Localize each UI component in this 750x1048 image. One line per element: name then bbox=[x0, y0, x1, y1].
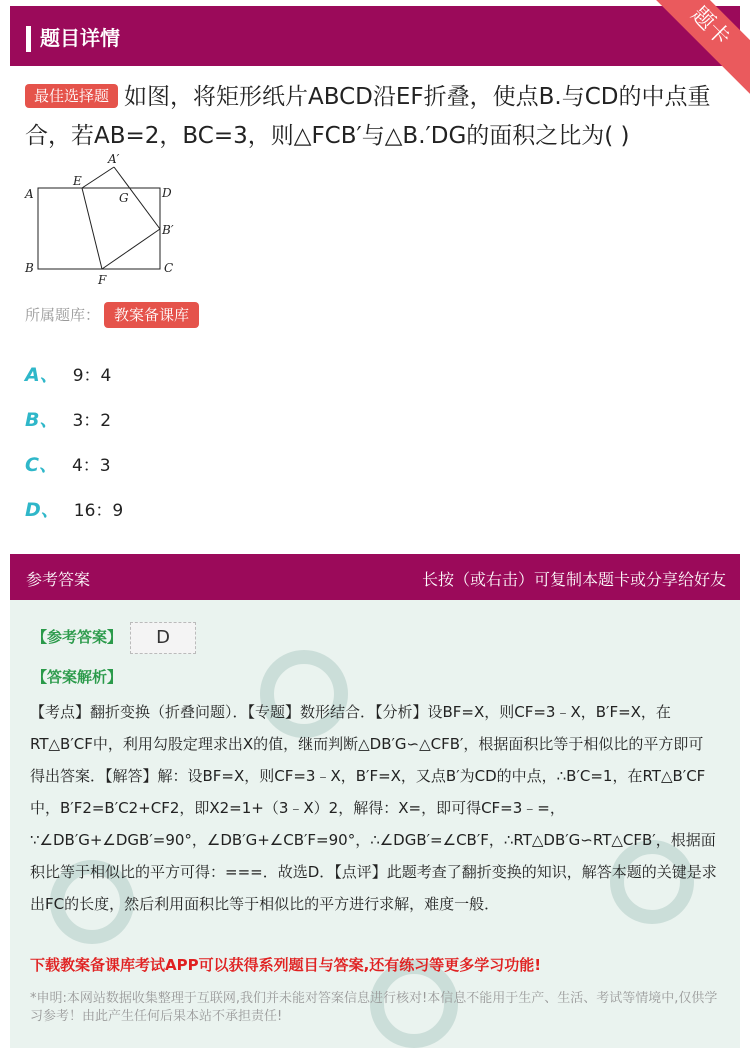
share-hint: 长按（或右击）可复制本题卡或分享给好友 bbox=[421, 570, 726, 589]
option-text: 9：4 bbox=[72, 366, 112, 386]
corner-ribbon: 题卡 bbox=[640, 0, 750, 97]
label-b: B bbox=[25, 261, 34, 275]
label-d: D bbox=[162, 186, 172, 200]
geometry-figure bbox=[18, 148, 188, 290]
option-letter: A、 bbox=[25, 364, 59, 386]
option-c[interactable] bbox=[25, 450, 111, 477]
analysis-label: 【答案解析】 bbox=[32, 668, 123, 686]
analysis-text: 【考点】翻折变换（折叠问题）．【专题】数形结合．【分析】设BF=X，则CF=3﹣X，B′F=X，在RT△B′CF中，利用勾股定理求出X的值，继而判断△DB′G∽△CFB′，根据面积比等于相似比的平方即可得出答案．【解答】解：设BF=X，则CF=3﹣X，B′F=X，又点B′为CD的中点，∴B′C=1，在RT△B′CF中，B′F2=B′C2+CF2，即X2=1+（3﹣X）2，解得：X=，即可得CF=3﹣=，∵∠DB′G+∠DGB′=90°，∠DB′G+∠CB′F=90°，∴∠DGB′=∠CB′F，∴RT△DB′G∽RT△CFB′，根据面积比等于相似比的平方可得：===．故选D．【点评】此题考查了翻折变换的知识，解答本题的关键是求出FC的长度，然后利用面积比等于相似比的平方进行求解，难度一般． bbox=[30, 703, 717, 913]
page-title: 题目详情 bbox=[40, 26, 120, 50]
answer-header bbox=[10, 554, 740, 600]
source-label: 所属题库： bbox=[25, 306, 101, 324]
option-a[interactable] bbox=[25, 360, 111, 387]
answer-header-title: 参考答案 bbox=[26, 570, 91, 589]
option-letter: B、 bbox=[25, 409, 59, 431]
answer-panel bbox=[10, 600, 740, 1048]
option-text: 3：2 bbox=[72, 411, 112, 431]
question-type-badge: 最佳选择题 bbox=[25, 84, 118, 108]
label-a: A bbox=[25, 187, 34, 201]
option-letter: D、 bbox=[25, 499, 60, 521]
option-text: 4：3 bbox=[71, 456, 111, 476]
label-g: G bbox=[119, 191, 129, 205]
segment-f-b-prime bbox=[102, 229, 160, 269]
label-c: C bbox=[164, 261, 174, 275]
label-a-prime: A′ bbox=[108, 152, 120, 166]
option-text: 16：9 bbox=[73, 501, 124, 521]
reference-answer-value: D bbox=[130, 622, 196, 654]
download-app-promo[interactable]: 下载教案备课库考试APP可以获得系列题目与答案,还有练习等更多学习功能! bbox=[30, 956, 542, 974]
label-b-prime: B′ bbox=[162, 223, 174, 237]
header-accent-bar bbox=[26, 26, 31, 52]
option-b[interactable] bbox=[25, 405, 111, 432]
option-letter: C、 bbox=[25, 454, 58, 476]
question-text bbox=[25, 78, 725, 156]
label-e: E bbox=[73, 174, 82, 188]
segment-ea-prime bbox=[82, 167, 114, 188]
option-d[interactable] bbox=[25, 495, 123, 522]
question-source bbox=[25, 302, 199, 328]
disclaimer-text: *申明:本网站数据收集整理于互联网,我们并未能对答案信息进行核对!本信息不能用于生产、生活、考试等情境中,仅供学习参考！由此产生任何后果本站不承担责任! bbox=[30, 991, 718, 1024]
fold-line-ef bbox=[82, 188, 102, 269]
source-badge[interactable]: 教案备课库 bbox=[104, 302, 199, 328]
reference-answer-label: 【参考答案】 bbox=[32, 628, 123, 646]
label-f: F bbox=[98, 273, 107, 287]
question-body: 如图，将矩形纸片ABCD沿EF折叠，使点B.与CD的中点重合，若AB=2，BC=3，则△FCB′与△B.′DG的面积之比为( ) bbox=[25, 84, 711, 149]
page-header bbox=[10, 6, 740, 66]
